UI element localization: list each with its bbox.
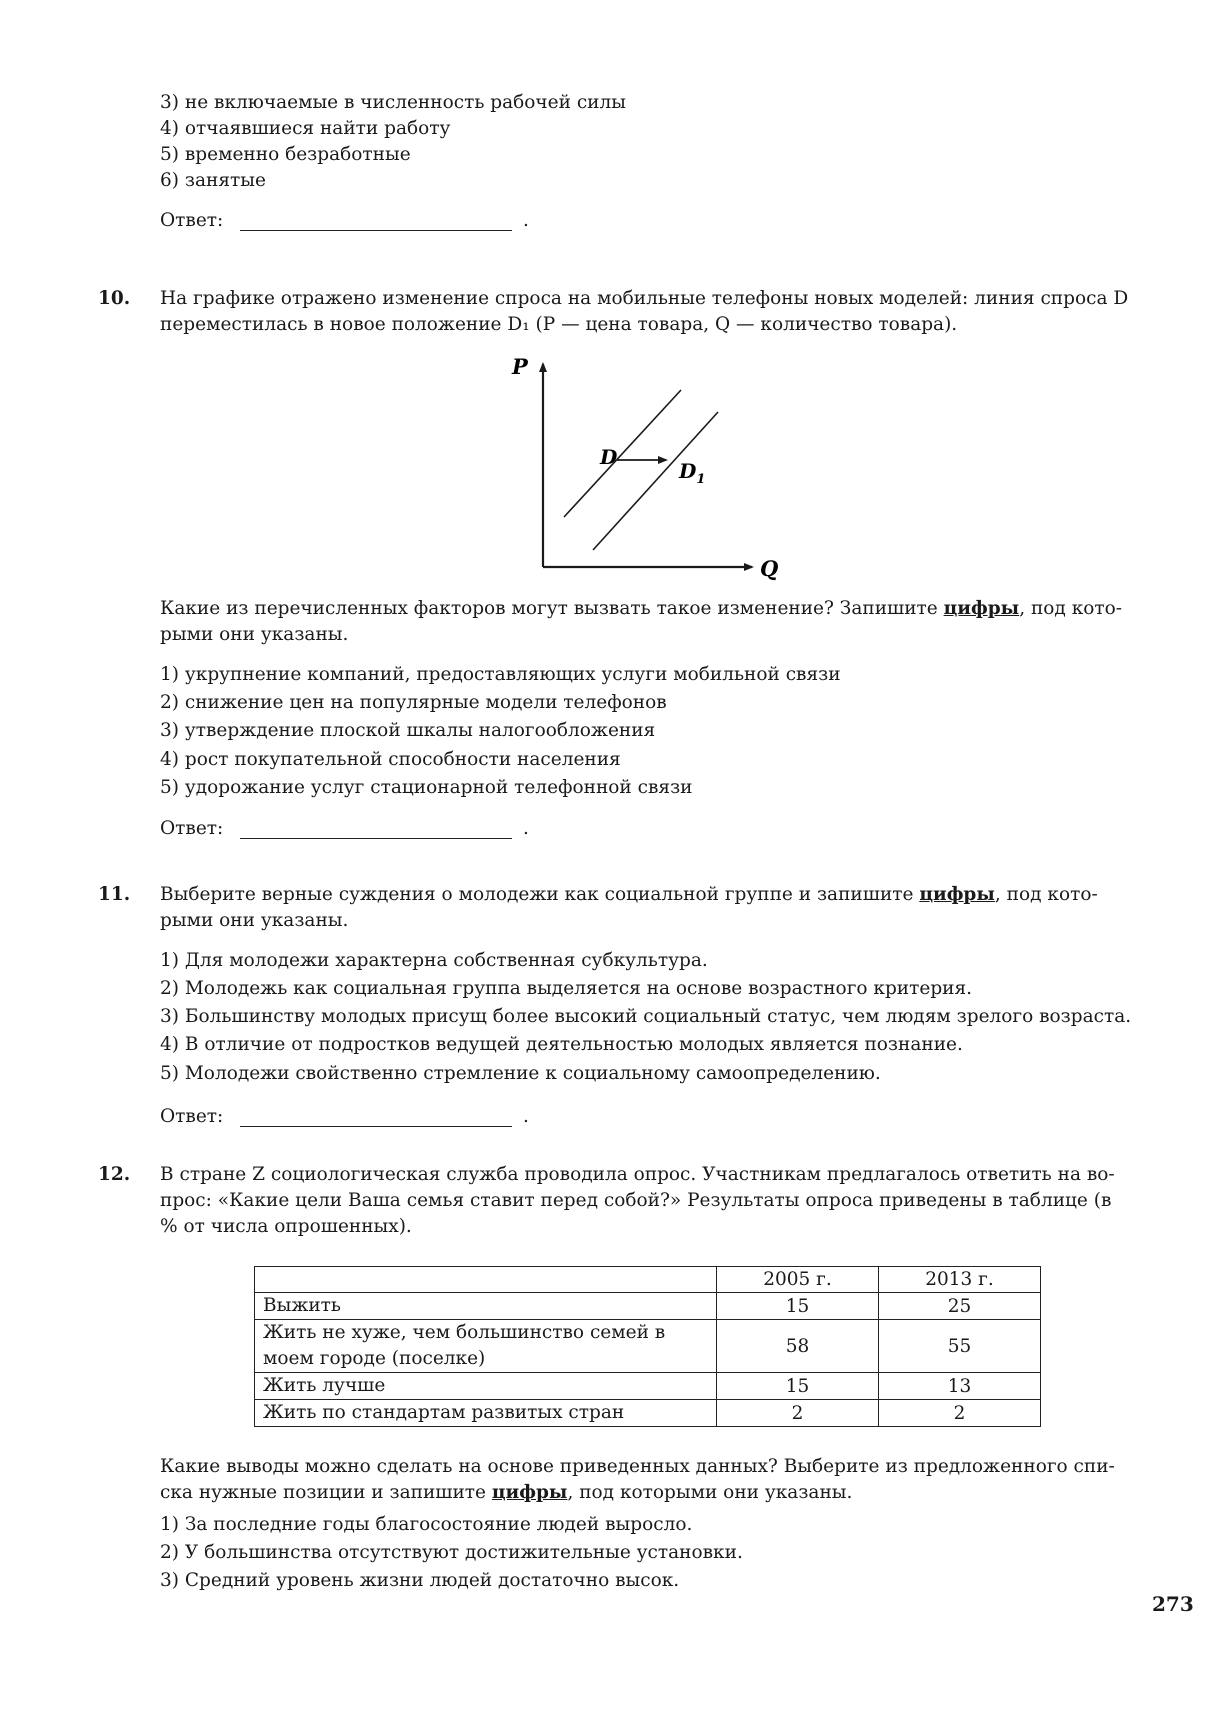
table-cell: Жить не хуже, чем большинство семей в моем городе (поселке) [255, 1320, 717, 1373]
question-prompt: рыми они указаны. [160, 910, 349, 931]
answer-label: Ответ: [160, 210, 224, 231]
option: 1) укрупнение компаний, предоставляющих услуги мобильной связи [160, 664, 841, 685]
table-cell: Жить лучше [255, 1373, 717, 1400]
question-prompt: рыми они указаны. [160, 624, 349, 645]
answer-blank[interactable] [240, 1126, 512, 1127]
table-cell: 15 [717, 1293, 879, 1320]
table-cell: Жить по стандартам развитых стран [255, 1400, 717, 1427]
table-row [255, 1400, 1041, 1427]
answer-dot: . [523, 818, 529, 839]
table-cell: 2 [717, 1400, 879, 1427]
answer-blank[interactable] [240, 838, 512, 839]
question-prompt: Какие выводы можно сделать на основе приведенных данных? Выберите из предложенного спи- [160, 1456, 1115, 1477]
question-text: На графике отражено изменение спроса на мобильные телефоны новых моделей: линия спроса D [160, 288, 1129, 309]
table-header-cell [255, 1267, 717, 1293]
option: 2) Молодежь как социальная группа выделяется на основе возрастного критерия. [160, 978, 973, 999]
table-cell: 55 [879, 1320, 1041, 1373]
question-prompt: ска нужные позиции и запишите цифры, под которыми они указаны. [160, 1482, 853, 1503]
answer-label: Ответ: [160, 1106, 224, 1127]
table-header-row [255, 1267, 1041, 1293]
answer-dot: . [523, 1106, 529, 1127]
demand-curve-d [564, 390, 681, 517]
prev-option: 6) занятые [160, 170, 266, 191]
question-prompt: Какие из перечисленных факторов могут вызвать такое изменение? Запишите цифры, под кото- [160, 598, 1123, 619]
table-cell: 25 [879, 1293, 1041, 1320]
y-axis-label: P [512, 354, 528, 379]
x-axis-label: Q [760, 556, 779, 581]
table-header-cell: 2013 г. [879, 1267, 1041, 1293]
question-text: % от числа опрошенных). [160, 1216, 412, 1237]
table-header-cell: 2005 г. [717, 1267, 879, 1293]
curve-label-d1: $D_1$ [679, 459, 706, 487]
option: 1) Для молодежи характерна собственная субкультура. [160, 950, 708, 971]
answer-dot: . [523, 210, 529, 231]
curve-label-d: D [600, 445, 618, 469]
question-number: 10. [98, 288, 131, 309]
table-cell: 15 [717, 1373, 879, 1400]
option: 4) рост покупательной способности населения [160, 749, 621, 770]
table-row [255, 1373, 1041, 1400]
option: 4) В отличие от подростков ведущей деятельностью молодых является познание. [160, 1034, 963, 1055]
table-row [255, 1320, 1041, 1373]
question-prompt: Выберите верные суждения о молодежи как социальной группе и запишите цифры, под кото- [160, 884, 1098, 905]
page-number: 273 [1152, 1592, 1194, 1616]
option: 5) удорожание услуг стационарной телефонной связи [160, 777, 693, 798]
option: 3) Средний уровень жизни людей достаточно высок. [160, 1570, 680, 1591]
table-cell: Выжить [255, 1293, 717, 1320]
answer-label: Ответ: [160, 818, 224, 839]
prev-option: 3) не включаемые в численность рабочей силы [160, 92, 626, 113]
table-row [255, 1293, 1041, 1320]
option: 2) снижение цен на популярные модели телефонов [160, 692, 667, 713]
option: 3) Большинству молодых присущ более высокий социальный статус, чем людям зрелого возраста. [160, 1006, 1132, 1027]
question-number: 11. [98, 884, 131, 905]
table-cell: 13 [879, 1373, 1041, 1400]
survey-table [254, 1266, 1041, 1427]
question-text: переместилась в новое положение D₁ (P — цена товара, Q — количество товара). [160, 314, 958, 335]
prev-option: 5) временно безработные [160, 144, 411, 165]
option: 5) Молодежи свойственно стремление к социальному самоопределению. [160, 1063, 881, 1084]
question-text: В стране Z социологическая служба проводила опрос. Участникам предлагалось ответить на во- [160, 1164, 1115, 1185]
question-number: 12. [98, 1164, 131, 1185]
option: 3) утверждение плоской шкалы налогообложения [160, 720, 656, 741]
table-cell: 58 [717, 1320, 879, 1373]
prev-option: 4) отчаявшиеся найти работу [160, 118, 451, 139]
table-cell: 2 [879, 1400, 1041, 1427]
option: 1) За последние годы благосостояние людей выросло. [160, 1514, 693, 1535]
demand-shift-graph [500, 352, 800, 584]
option: 2) У большинства отсутствуют достижительные установки. [160, 1542, 743, 1563]
answer-blank[interactable] [240, 230, 512, 231]
question-text: прос: «Какие цели Ваша семья ставит перед собой?» Результаты опроса приведены в таблице (в [160, 1190, 1112, 1211]
